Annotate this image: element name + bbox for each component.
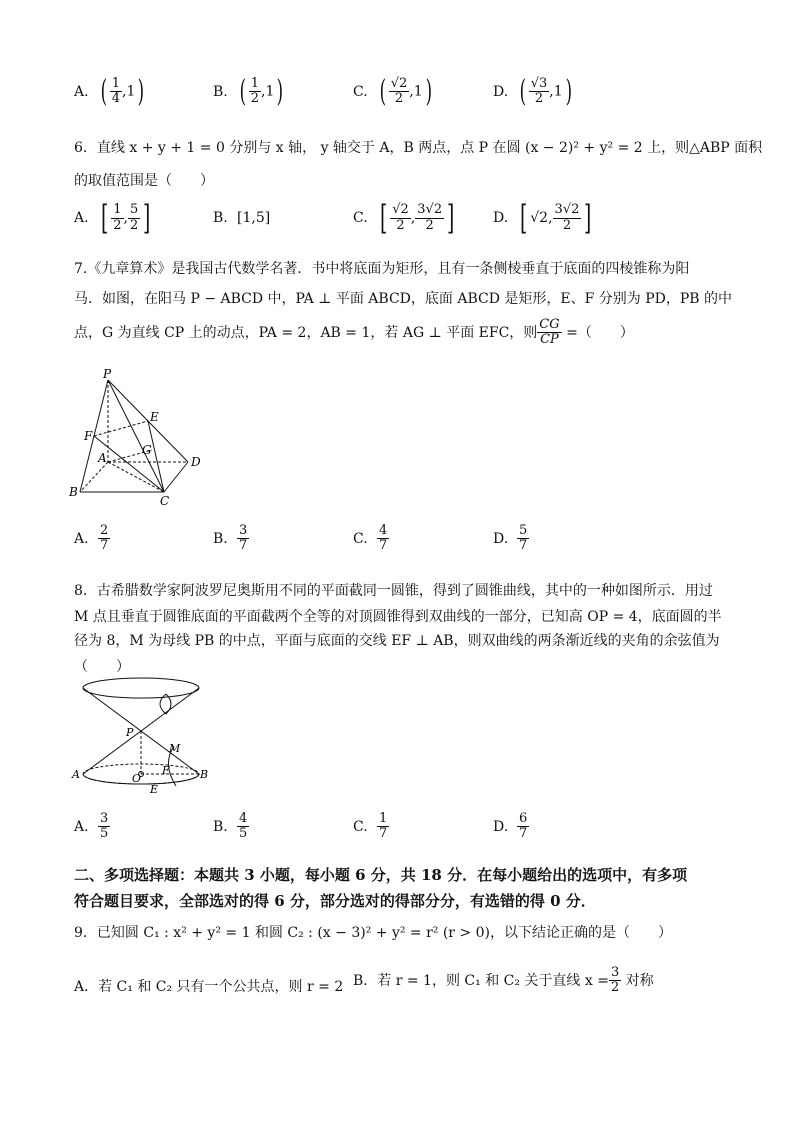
q7-pyramid-figure bbox=[66, 366, 216, 508]
label-p: P bbox=[126, 726, 134, 739]
q8-stem-line4: （ ） bbox=[74, 659, 130, 675]
q7-stem-line3: 点，G 为直线 CP 上的动点，PA = 2，AB = 1，若 AG ⊥ 平面 EFC，则 $\frac{CG}{CP}$ =（ ） bbox=[74, 317, 634, 348]
q8-stem-line1: 8．古希腊数学家阿波罗尼奥斯用不同的平面截同一圆锥，得到了圆锥曲线，其中的一种如图所示．用过 bbox=[74, 583, 713, 599]
q6-option-c: C. [ $\frac{√2}{2}$ , $\frac{3√2}{2}$ ] bbox=[353, 198, 455, 238]
q5-option-a: A. ( $\frac{1}{4}$ ,1) bbox=[74, 74, 145, 109]
q8-option-c: C. $\frac{1}{7}$ bbox=[353, 811, 388, 842]
q7-option-c: C. $\frac{4}{7}$ bbox=[353, 523, 388, 554]
label-e: E bbox=[150, 410, 159, 424]
q9-stem: 9．已知圆 C₁ : x² + y² = 1 和圆 C₂ : (x − 3)² + y² = r² (r > 0)，以下结论正确的是（ ） bbox=[74, 925, 672, 941]
q8-stem-line3: 径为 8，M 为母线 PB 的中点，平面与底面的交线 EF ⊥ AB，则双曲线的两条渐近线的夹角的余弦值为 bbox=[74, 633, 720, 649]
label-f: F bbox=[162, 764, 170, 777]
section2-heading-line1: 二、多项选择题：本题共 3 小题，每小题 6 分，共 18 分．在每小题给出的选项中，有多项 bbox=[74, 866, 688, 884]
q5-option-c: C. ( $\frac{√2}{2}$ ,1) bbox=[353, 74, 432, 109]
label-b: B bbox=[200, 768, 209, 781]
q8-cone-figure bbox=[66, 674, 216, 800]
q9-option-b: B．若 r = 1，则 C₁ 和 C₂ 关于直线 x = $\frac{3}{2}$ 对称 bbox=[353, 965, 654, 996]
q8-option-b: B. $\frac{4}{5}$ bbox=[213, 811, 248, 842]
q6-stem-line2: 的取值范围是（ ） bbox=[74, 173, 214, 189]
q7-option-d: D. $\frac{5}{7}$ bbox=[493, 523, 528, 554]
label-m: M bbox=[169, 742, 181, 755]
q6-option-a: A. [ $\frac{1}{2}$ , $\frac{5}{2}$ ] bbox=[74, 198, 151, 238]
q9-option-a: A．若 C₁ 和 C₂ 只有一个公共点，则 r = 2 bbox=[74, 979, 344, 995]
label-d: D bbox=[191, 455, 201, 469]
q5-option-b: B. ( $\frac{1}{2}$ ,1) bbox=[213, 74, 284, 109]
q5-option-d: D. ( $\frac{√3}{2}$ ,1) bbox=[493, 74, 572, 109]
q6-option-d: D. [ √2, $\frac{3√2}{2}$ ] bbox=[493, 198, 592, 238]
label-p: P bbox=[103, 367, 112, 381]
label-a: A bbox=[98, 451, 107, 465]
q7-stem-line1: 7.《九章算术》是我国古代数学名著．书中将底面为矩形，且有一条侧棱垂直于底面的四棱锥称为阳 bbox=[74, 261, 690, 277]
q8-stem-line2: M 点且垂直于圆锥底面的平面截两个全等的对顶圆锥得到双曲线的一部分，已知高 OP = 4，底面圆的半 bbox=[74, 609, 722, 625]
label-c: C bbox=[160, 494, 170, 508]
q8-option-d: D. $\frac{6}{7}$ bbox=[493, 811, 528, 842]
q7-option-a: A. $\frac{2}{7}$ bbox=[74, 523, 109, 554]
label-e: E bbox=[150, 783, 159, 796]
q6-stem-line1: 6．直线 x + y + 1 = 0 分别与 x 轴， y 轴交于 A，B 两点，点 P 在圆 (x − 2)² + y² = 2 上，则△ABP 面积 bbox=[74, 140, 763, 156]
q6-option-b: B. [1,5] bbox=[213, 210, 271, 226]
section2-heading-line2: 符合题目要求，全部选对的得 6 分，部分选对的得部分分，有选错的得 0 分． bbox=[74, 892, 596, 910]
label-f: F bbox=[84, 429, 93, 443]
q7-option-b: B. $\frac{3}{7}$ bbox=[213, 523, 248, 554]
q8-option-a: A. $\frac{3}{5}$ bbox=[74, 811, 109, 842]
label-a: A bbox=[72, 768, 80, 781]
label-g: G bbox=[142, 443, 152, 457]
q7-stem-line2: 马．如图，在阳马 P − ABCD 中，PA ⊥ 平面 ABCD，底面 ABCD 是矩形，E、F 分别为 PD，PB 的中 bbox=[74, 291, 733, 307]
label-b: B bbox=[69, 485, 78, 499]
label-o: O bbox=[132, 772, 142, 785]
